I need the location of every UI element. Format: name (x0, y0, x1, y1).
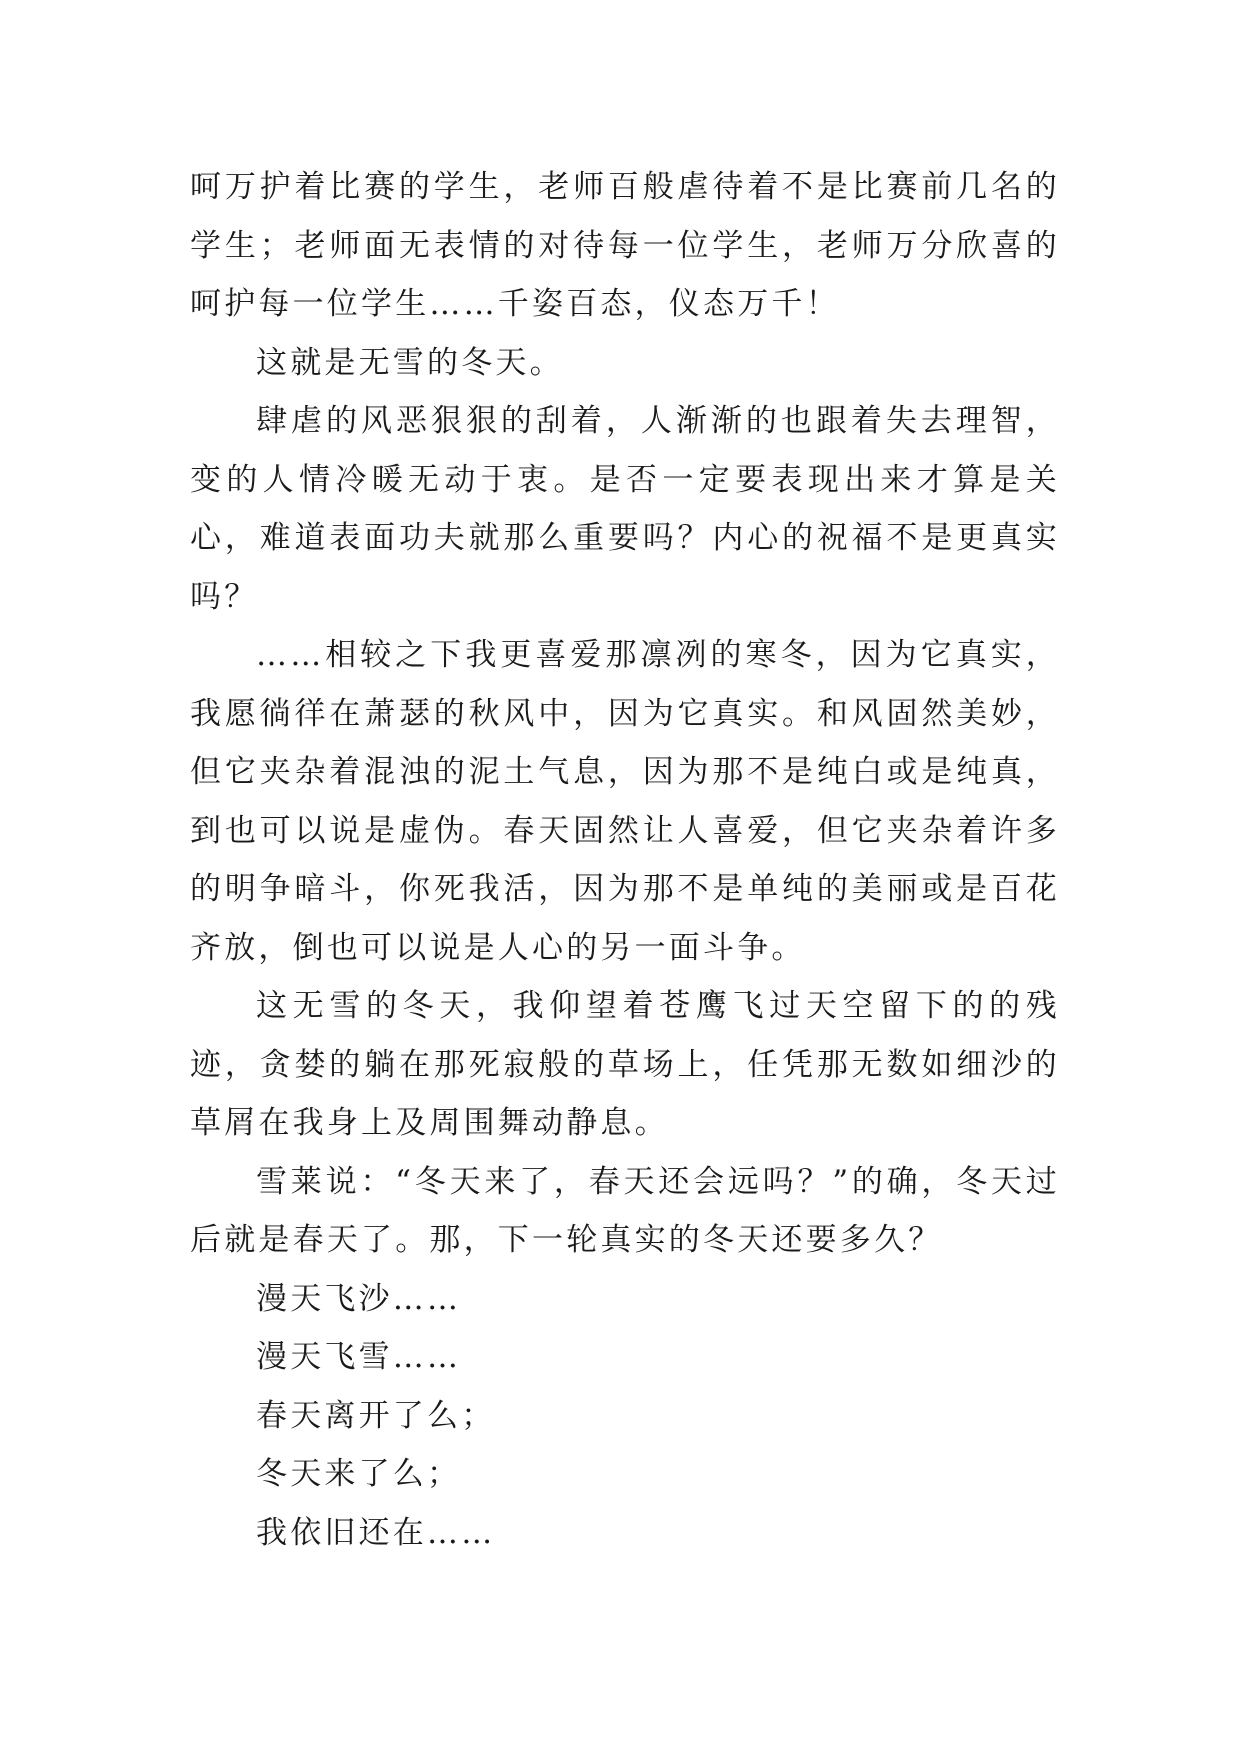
poem-line-1: 漫天飞沙…… (256, 1280, 462, 1317)
poem-line-3: 春天离开了么； (256, 1397, 496, 1434)
paragraph-6: 雪莱说：“冬天来了，春天还会远吗？”的确，冬天过后就是春天了。那，下一轮真实的冬天还要多久？ (190, 1163, 1060, 1258)
poem-line-5: 我依旧还在…… (256, 1514, 496, 1551)
document-body (190, 158, 1060, 1562)
paragraph-5: 这无雪的冬天，我仰望着苍鹰飞过天空留下的的残迹，贪婪的躺在那死寂般的草场上，任凭那无数如细沙的草屑在我身上及周围舞动静息。 (190, 988, 1060, 1141)
paragraph-1: 呵万护着比赛的学生，老师百般虐待着不是比赛前几名的学生；老师面无表情的对待每一位学生，老师万分欣喜的呵护每一位学生……千姿百态，仪态万千！ (190, 169, 1060, 322)
poem-line-4: 冬天来了么； (256, 1456, 462, 1492)
paragraph-4: ……相较之下我更喜爱那凛冽的寒冬，因为它真实，我愿徜徉在萧瑟的秋风中，因为它真实。和风固然美妙，但它夹杂着混浊的泥土气息，因为那不是纯白或是纯真，到也可以说是虚伪。春天固然让人喜爱，但它夹杂着许多的明争暗斗，你死我活，因为那不是单纯的美丽或是百花齐放，倒也可以说是人心的另一面斗争。 (190, 637, 1060, 966)
poem-line-2: 漫天飞雪…… (256, 1339, 462, 1375)
paragraph-2: 这就是无雪的冬天。 (256, 344, 564, 381)
paragraph-3: 肆虐的风恶狠狠的刮着，人渐渐的也跟着失去理智，变的人情冷暖无动于衷。是否一定要表现出来才算是关心，难道表面功夫就那么重要吗？内心的祝福不是更真实吗？ (190, 403, 1060, 615)
